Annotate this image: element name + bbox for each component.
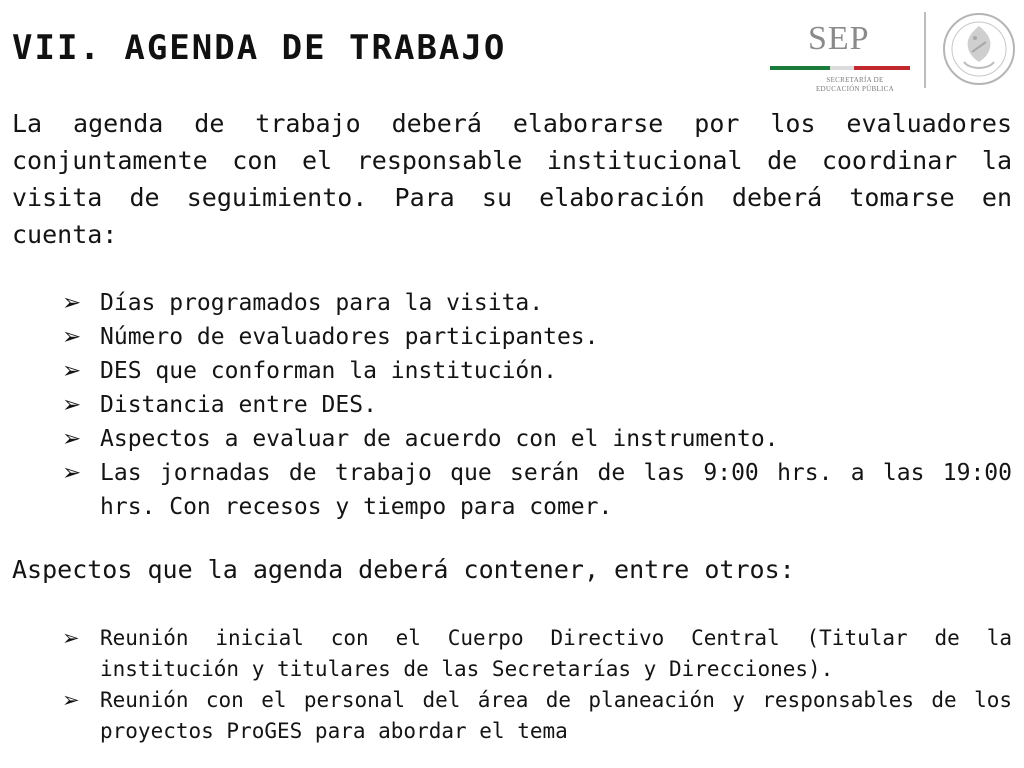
list-item	[58, 456, 1012, 524]
aspects-list	[58, 623, 1012, 747]
arrow-bullet-icon: ➢	[62, 626, 80, 650]
arrow-bullet-icon: ➢	[62, 324, 82, 350]
list-item-text: Distancia entre DES.	[100, 392, 377, 418]
intro-paragraph: La agenda de trabajo deberá elaborarse por los evaluadores conjuntamente con el responsable institucional de coordinar la visita de seguimiento. Para su elaboración deberá tomarse en cuenta:	[12, 109, 1012, 249]
sep-subtitle-line-2: EDUCACIÓN PÚBLICA	[815, 85, 895, 93]
arrow-bullet-icon: ➢	[62, 688, 80, 712]
list-item	[58, 422, 1012, 456]
list-item	[58, 623, 1012, 685]
arrow-bullet-icon: ➢	[62, 358, 82, 384]
list-item	[58, 286, 1012, 320]
sep-bar-white	[830, 66, 854, 70]
list-item	[58, 388, 1012, 422]
list-item	[58, 320, 1012, 354]
list-item-text: Las jornadas de trabajo que serán de las 9:00 hrs. a las 19:00 hrs. Con recesos y tiempo para comer.	[100, 460, 1012, 520]
sep-logo-text: SEP	[808, 20, 870, 57]
list-item	[58, 685, 1012, 747]
arrow-bullet-icon: ➢	[62, 290, 82, 316]
list-item-text: Reunión con el personal del área de planeación y responsables de los proyectos ProGES para abordar el tema	[100, 688, 1012, 743]
list-item-text: Número de evaluadores participantes.	[100, 324, 599, 350]
arrow-bullet-icon: ➢	[62, 426, 82, 452]
sep-subtitle-line-1: SECRETARÍA DE	[826, 76, 884, 84]
list-item-text: Aspectos a evaluar de acuerdo con el instrumento.	[100, 426, 779, 452]
list-item-text: Reunión inicial con el Cuerpo Directivo Central (Titular de la institución y titulares de las Secretarías y Direcciones).	[100, 626, 1012, 681]
sep-bar-red	[854, 66, 910, 70]
logo-divider	[924, 12, 926, 88]
considerations-list	[58, 286, 1012, 524]
arrow-bullet-icon: ➢	[62, 460, 82, 486]
header-logos	[764, 8, 1024, 92]
sep-logo	[770, 20, 910, 100]
page-title: VII. AGENDA DE TRABAJO	[12, 28, 507, 68]
sep-bar-green	[770, 66, 830, 70]
mexico-coat-of-arms-seal-icon	[942, 12, 1016, 86]
list-item-text: DES que conforman la institución.	[100, 358, 557, 384]
list-item-text: Días programados para la visita.	[100, 290, 544, 316]
list-item	[58, 354, 1012, 388]
sep-logo-subtitle	[800, 76, 910, 94]
arrow-bullet-icon: ➢	[62, 392, 82, 418]
sep-logo-color-bar	[770, 66, 910, 70]
aspects-heading: Aspectos que la agenda deberá contener, entre otros:	[12, 555, 795, 584]
